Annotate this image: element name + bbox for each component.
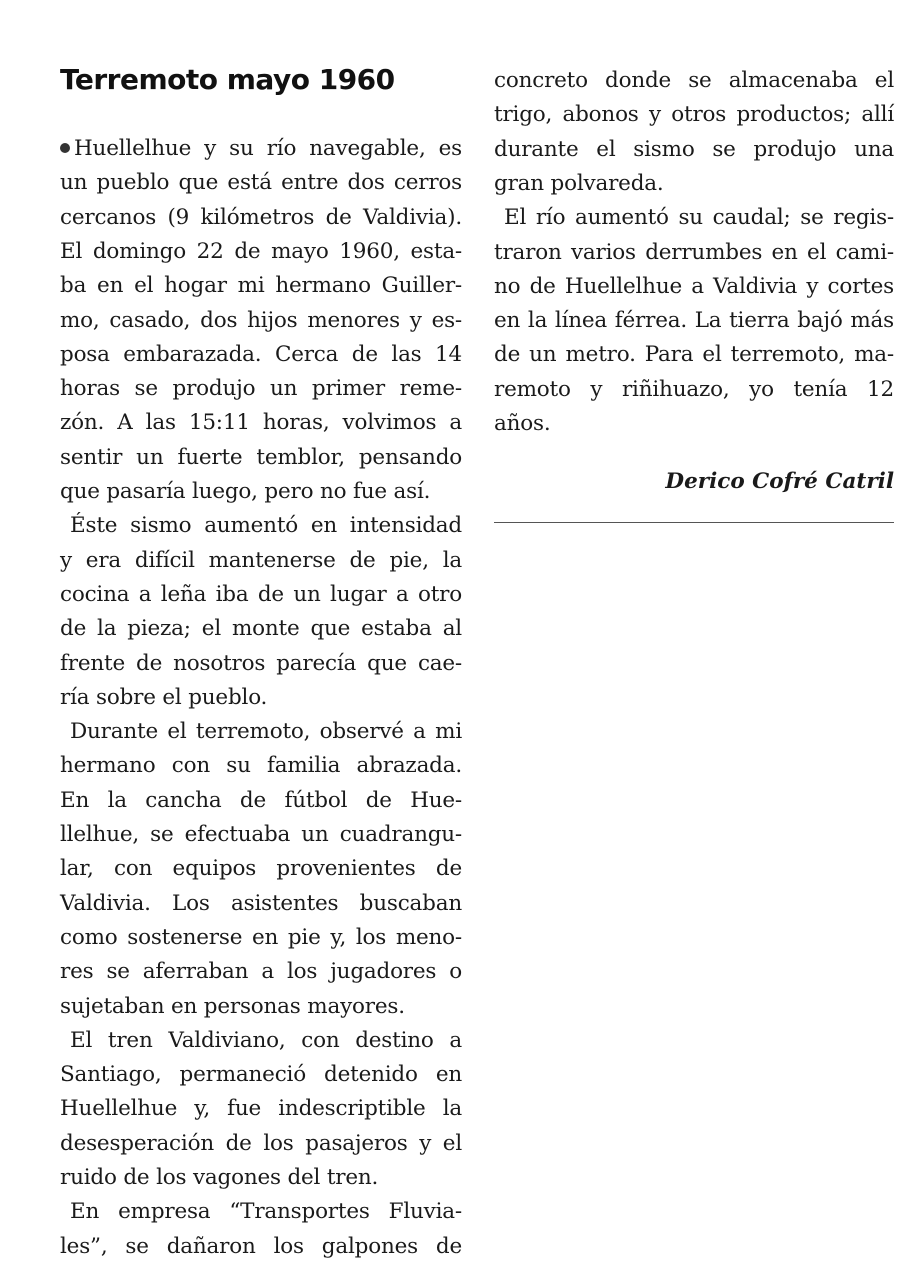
line-text: El río aumentó su caudal; se regis- [504, 205, 894, 231]
text-line [60, 612, 462, 646]
line-text: lar, con equipos provenientes de [60, 856, 462, 882]
text-line [60, 852, 462, 886]
line-text: sujetaban en personas mayores. [60, 993, 405, 1019]
text-line [60, 1195, 462, 1229]
line-text: trigo, abonos y otros productos; allí [494, 102, 894, 128]
line-text: cocina a leña iba de un lugar a otro [60, 581, 462, 607]
line-text: res se aferraban a los jugadores o [60, 959, 462, 985]
line-text: ría sobre el pueblo. [60, 684, 268, 710]
text-line [60, 441, 462, 475]
line-text: que pasaría luego, pero no fue así. [60, 479, 431, 504]
line-text: y era difícil mantenerse de pie, la [60, 547, 462, 573]
text-line [60, 1127, 462, 1161]
line-text: llelhue, se efectuaba un cuadrangu- [60, 822, 462, 847]
text-line [60, 990, 462, 1024]
line-text: remoto y riñihuazo, yo tenía 12 [494, 376, 894, 402]
line-text: gran polvareda. [494, 170, 664, 196]
line-text: concreto donde se almacenaba el [494, 68, 894, 93]
line-text: no de Huellelhue a Valdivia y cortes [494, 273, 894, 299]
line-text: años. [494, 411, 551, 436]
line-text: cercanos (9 kilómetros de Valdivia). [60, 204, 462, 230]
line-text: zón. A las 15:11 horas, volvimos a [60, 410, 462, 436]
divider-rule [494, 522, 894, 523]
text-line [60, 304, 462, 338]
line-text: frente de nosotros parecía que cae- [60, 650, 462, 676]
text-line [494, 373, 894, 407]
text-line [60, 1092, 462, 1126]
text-line [60, 475, 462, 509]
line-text: durante el sismo se produjo una [494, 136, 894, 162]
line-text: Éste sismo aumentó en intensidad [70, 513, 462, 539]
line-text: ruido de los vagones del tren. [60, 1165, 379, 1190]
text-line [60, 749, 462, 783]
line-text: ba en el hogar mi hermano Guiller- [60, 273, 462, 299]
text-line [60, 544, 462, 578]
line-text: horas se produjo un primer reme- [60, 376, 462, 402]
line-text: les”, se dañaron los galpones de [60, 1233, 462, 1259]
text-line [60, 372, 462, 406]
line-text: mo, casado, dos hijos menores y es- [60, 307, 462, 333]
text-line [494, 133, 894, 167]
text-line [60, 269, 462, 303]
text-line [60, 509, 462, 543]
text-line [60, 1161, 462, 1195]
text-line [60, 647, 462, 681]
line-text: de un metro. Para el terremoto, ma- [494, 342, 894, 368]
line-text: sentir un fuerte temblor, pensando [60, 444, 462, 470]
line-text: en la línea férrea. La tierra bajó más [494, 308, 894, 334]
text-line [494, 64, 894, 98]
author-signature: Derico Cofré Catril [665, 469, 894, 494]
line-text: un pueblo que está entre dos cerros [60, 170, 462, 196]
line-text: traron varios derrumbes en el cami- [494, 239, 894, 265]
line-text: desesperación de los pasajeros y el [60, 1130, 462, 1156]
text-line [60, 1024, 462, 1058]
headline: Terremoto mayo 1960 [60, 63, 395, 96]
text-line [60, 406, 462, 440]
text-line [494, 270, 894, 304]
text-line [60, 887, 462, 921]
bullet-icon [60, 143, 70, 153]
line-text: hermano con su familia abrazada. [60, 753, 462, 779]
text-line [494, 167, 894, 201]
text-line [494, 201, 894, 235]
text-line [60, 1230, 462, 1264]
text-line [494, 304, 894, 338]
text-line [60, 338, 462, 372]
line-text: En empresa “Transportes Fluvia- [70, 1199, 462, 1225]
text-line [60, 681, 462, 715]
text-line [60, 578, 462, 612]
line-text: El tren Valdiviano, con destino a [70, 1027, 462, 1053]
text-line [494, 407, 894, 441]
line-text: Durante el terremoto, observé a mi [70, 719, 462, 745]
line-text: Huellelhue y su río navegable, es [74, 136, 462, 161]
text-line [494, 236, 894, 270]
text-line [60, 132, 462, 166]
text-line [494, 338, 894, 372]
text-line [60, 715, 462, 749]
line-text: como sostenerse en pie y, los meno- [60, 924, 462, 950]
text-line [60, 921, 462, 955]
line-text: El domingo 22 de mayo 1960, esta- [60, 238, 462, 264]
text-line [60, 1058, 462, 1092]
line-text: posa embarazada. Cerca de las 14 [60, 341, 462, 367]
text-line [60, 784, 462, 818]
line-text: Santiago, permaneció detenido en [60, 1062, 462, 1088]
text-line [60, 955, 462, 989]
text-line [60, 818, 462, 852]
text-line [60, 201, 462, 235]
text-line [60, 235, 462, 269]
line-text: Valdivia. Los asistentes buscaban [60, 890, 462, 916]
line-text: Huellelhue y, fue indescriptible la [60, 1096, 462, 1122]
text-line [494, 98, 894, 132]
text-line [60, 166, 462, 200]
line-text: de la pieza; el monte que estaba al [60, 616, 462, 642]
line-text: En la cancha de fútbol de Hue- [60, 787, 462, 813]
